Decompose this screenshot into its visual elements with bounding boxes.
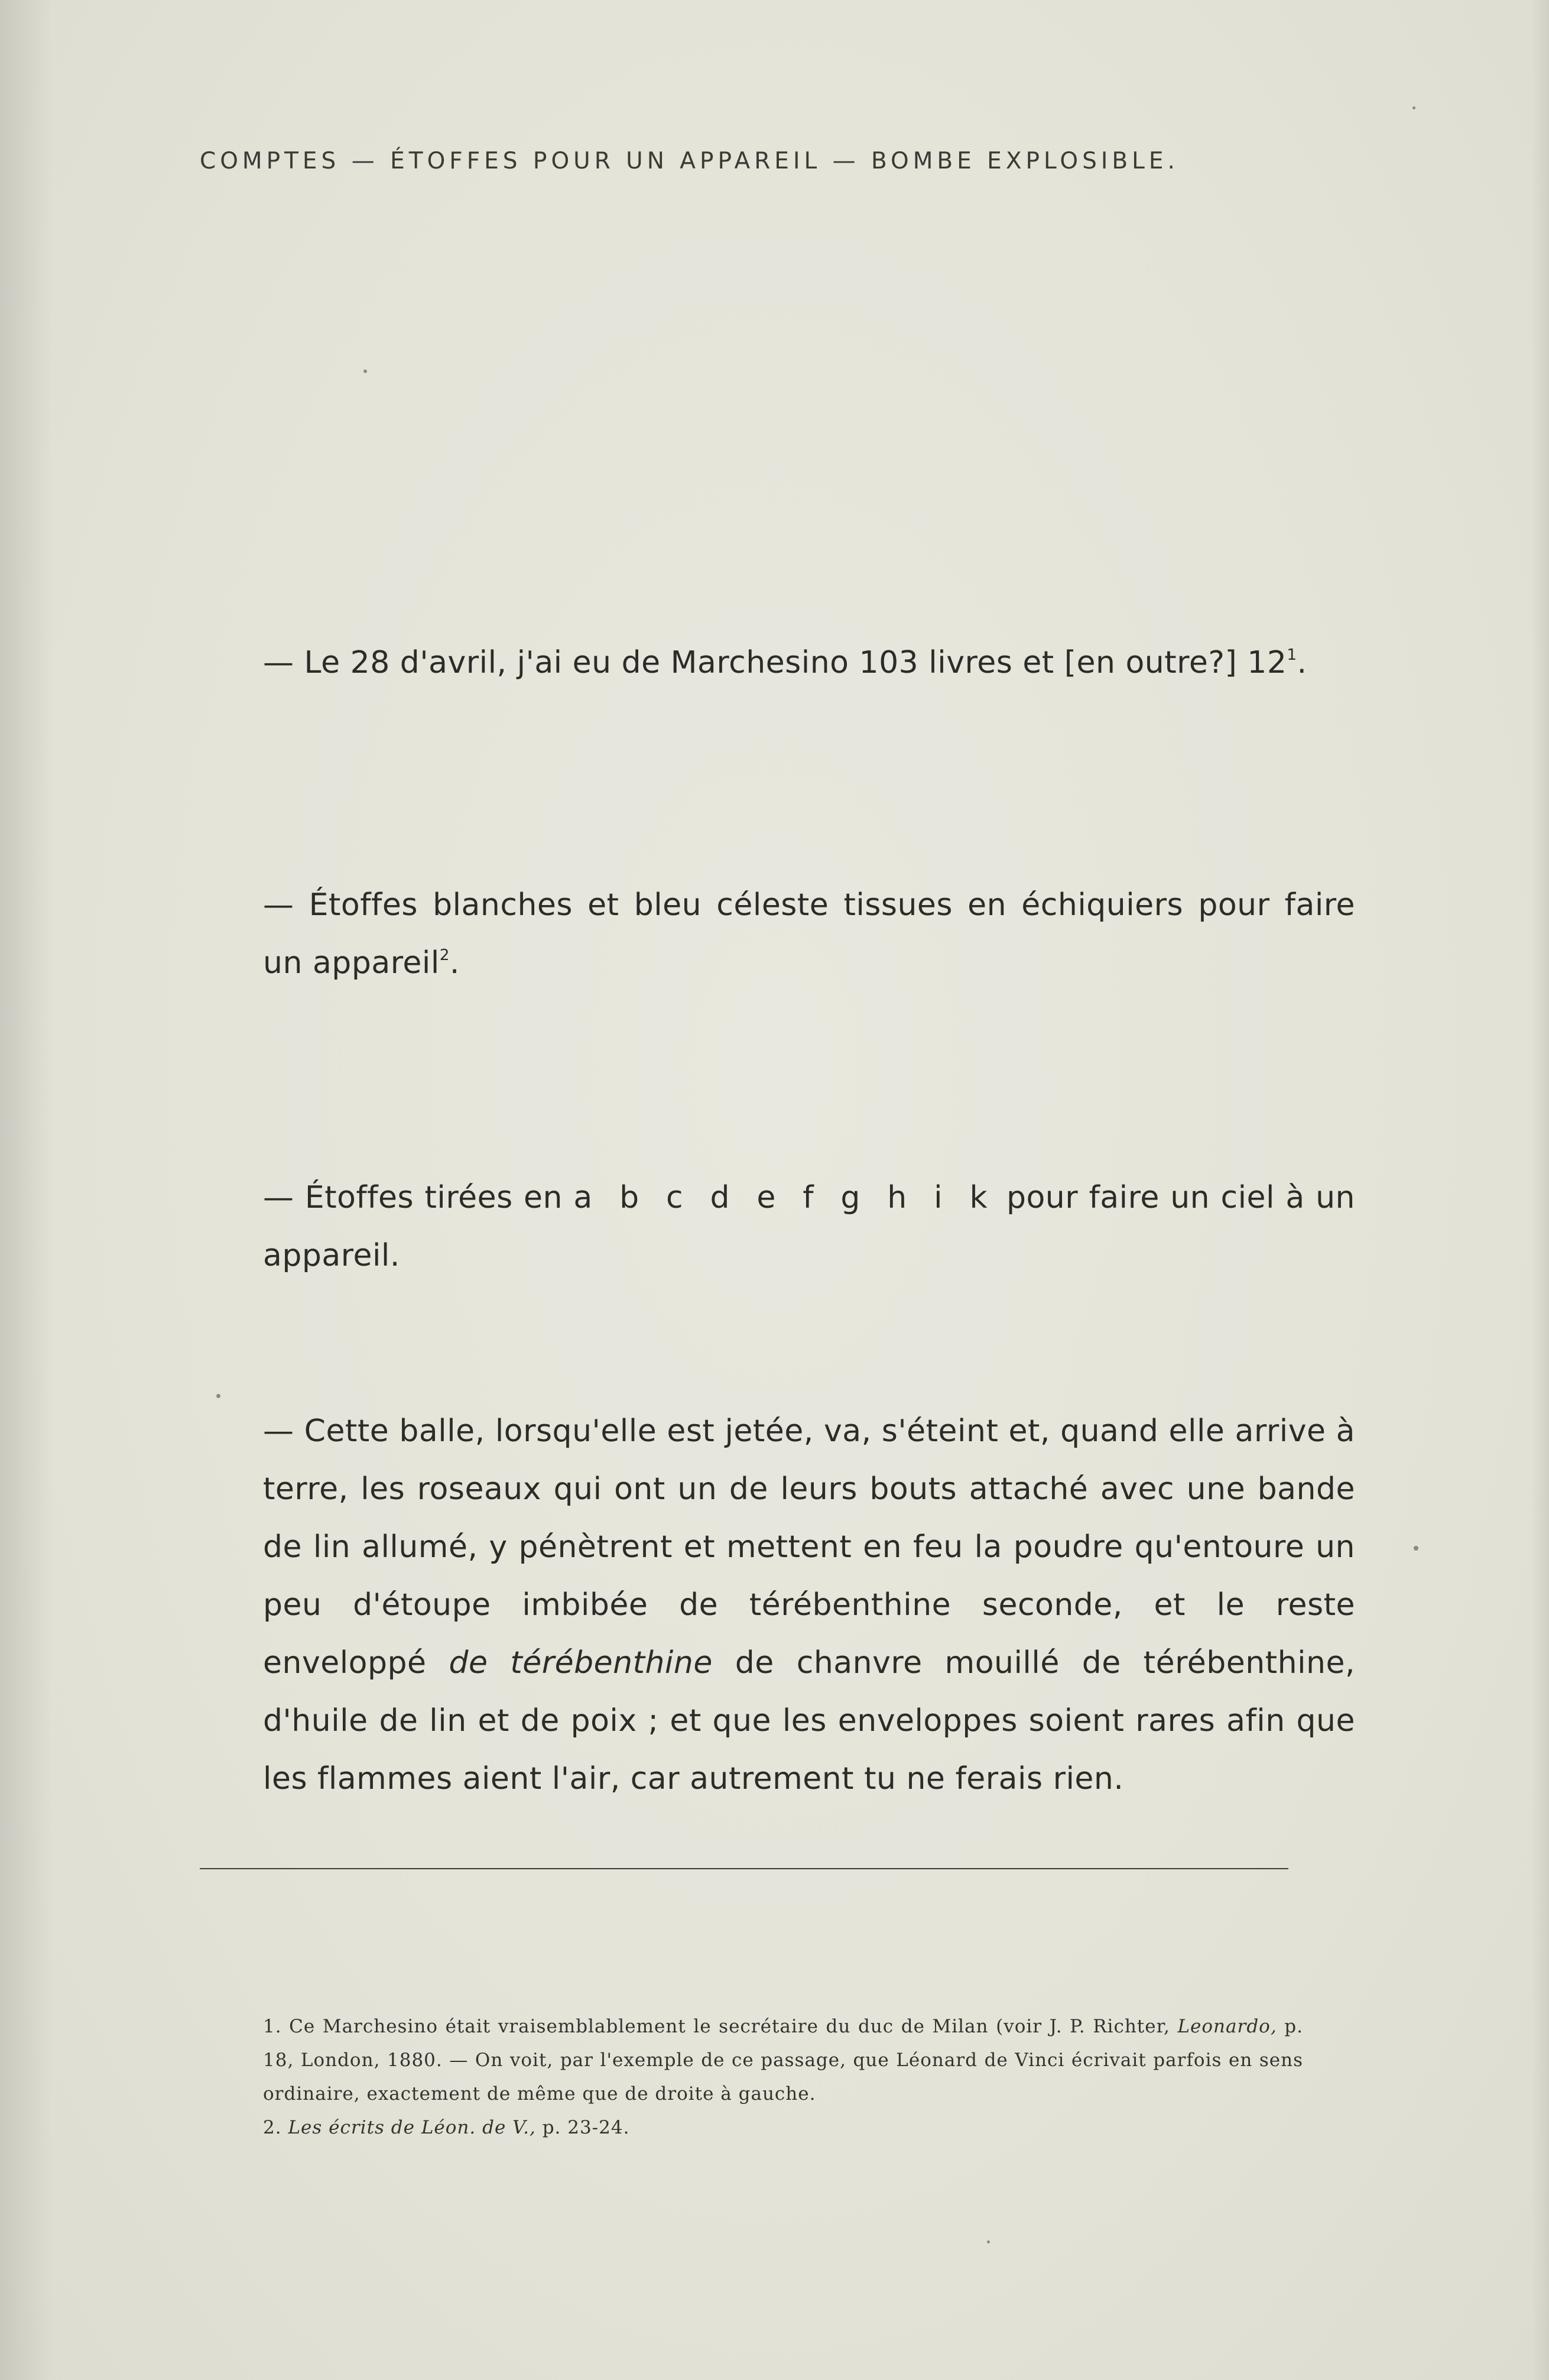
paragraph-fabrics — [198, 876, 1355, 992]
footnote-text-before: 1. Ce Marchesino était vraisemblablement le secrétaire du duc de Milan (voir J. P. Richter, — [263, 2016, 1170, 2037]
paragraph-stretched-fabrics — [198, 1169, 1355, 1285]
paragraph-text: — Le 28 d'avril, j'ai eu de Marchesino 103 livres et [en outre?] 12 — [263, 645, 1287, 680]
footnote-text-after: p. 23-24. — [542, 2117, 630, 2138]
paragraph-text-before: — Étoffes tirées en — [263, 1180, 563, 1215]
paragraph-text-before: — Cette balle, lorsqu'elle est jetée, va, s'éteint et, quand elle arrive à terre, les roseaux qui ont un de leurs bouts attaché avec une bande de lin allumé, y pénètrent et mettent en feu la poudre qu'entoure un peu d'étoupe imbibée de térébenthine seconde, et le reste enveloppé — [263, 1413, 1355, 1681]
speck — [1414, 1546, 1418, 1551]
paragraph-italic: de térébenthine — [449, 1645, 713, 1681]
paragraph-accounts — [198, 634, 1355, 692]
footnote-ref-1[interactable]: 1 — [1287, 646, 1297, 664]
speck — [1412, 106, 1415, 109]
page-edge-right — [1531, 0, 1549, 2380]
footnote-1 — [198, 2010, 1303, 2111]
footnote-italic: Leonardo, — [1177, 2016, 1277, 2037]
page-edge-shadow — [0, 0, 53, 2380]
footnote-italic: Les écrits de Léon. de V., — [288, 2117, 536, 2138]
paragraph-text-after: pour faire un ciel à un appareil. — [263, 1180, 1356, 1273]
paragraph-explosive-ball — [198, 1402, 1355, 1808]
footnote-number: 2. — [263, 2117, 282, 2138]
speck — [216, 1394, 220, 1398]
speck — [363, 369, 367, 373]
paragraph-end: . — [1297, 645, 1307, 680]
paragraph-text-after: de chanvre mouillé de térébenthine, d'huile de lin et de poix ; et que les enveloppes soient rares afin que les flammes aient l'air, car autrement tu ne ferais rien. — [263, 1645, 1356, 1797]
footnote-ref-2[interactable]: 2 — [439, 946, 450, 964]
footnote-divider — [200, 1868, 1288, 1869]
footnote-text-after: p. 18, London, 1880. — On voit, par l'exemple de ce passage, que Léonard de Vinci écrivait parfois en sens ordinaire, exactement de même que de droite à gauche. — [263, 2016, 1303, 2105]
speck — [987, 2240, 990, 2243]
footnote-2 — [198, 2111, 1303, 2145]
letter-sequence: a b c d e f g h i k — [573, 1180, 996, 1215]
paragraph-end: . — [449, 945, 460, 981]
paragraph-text: — Étoffes blanches et bleu céleste tissues en échiquiers pour faire un appareil — [263, 887, 1355, 981]
footnotes — [198, 2010, 1303, 2145]
running-head: COMPTES — ÉTOFFES POUR UN APPAREIL — BOMBE EXPLOSIBLE. — [200, 148, 1179, 174]
